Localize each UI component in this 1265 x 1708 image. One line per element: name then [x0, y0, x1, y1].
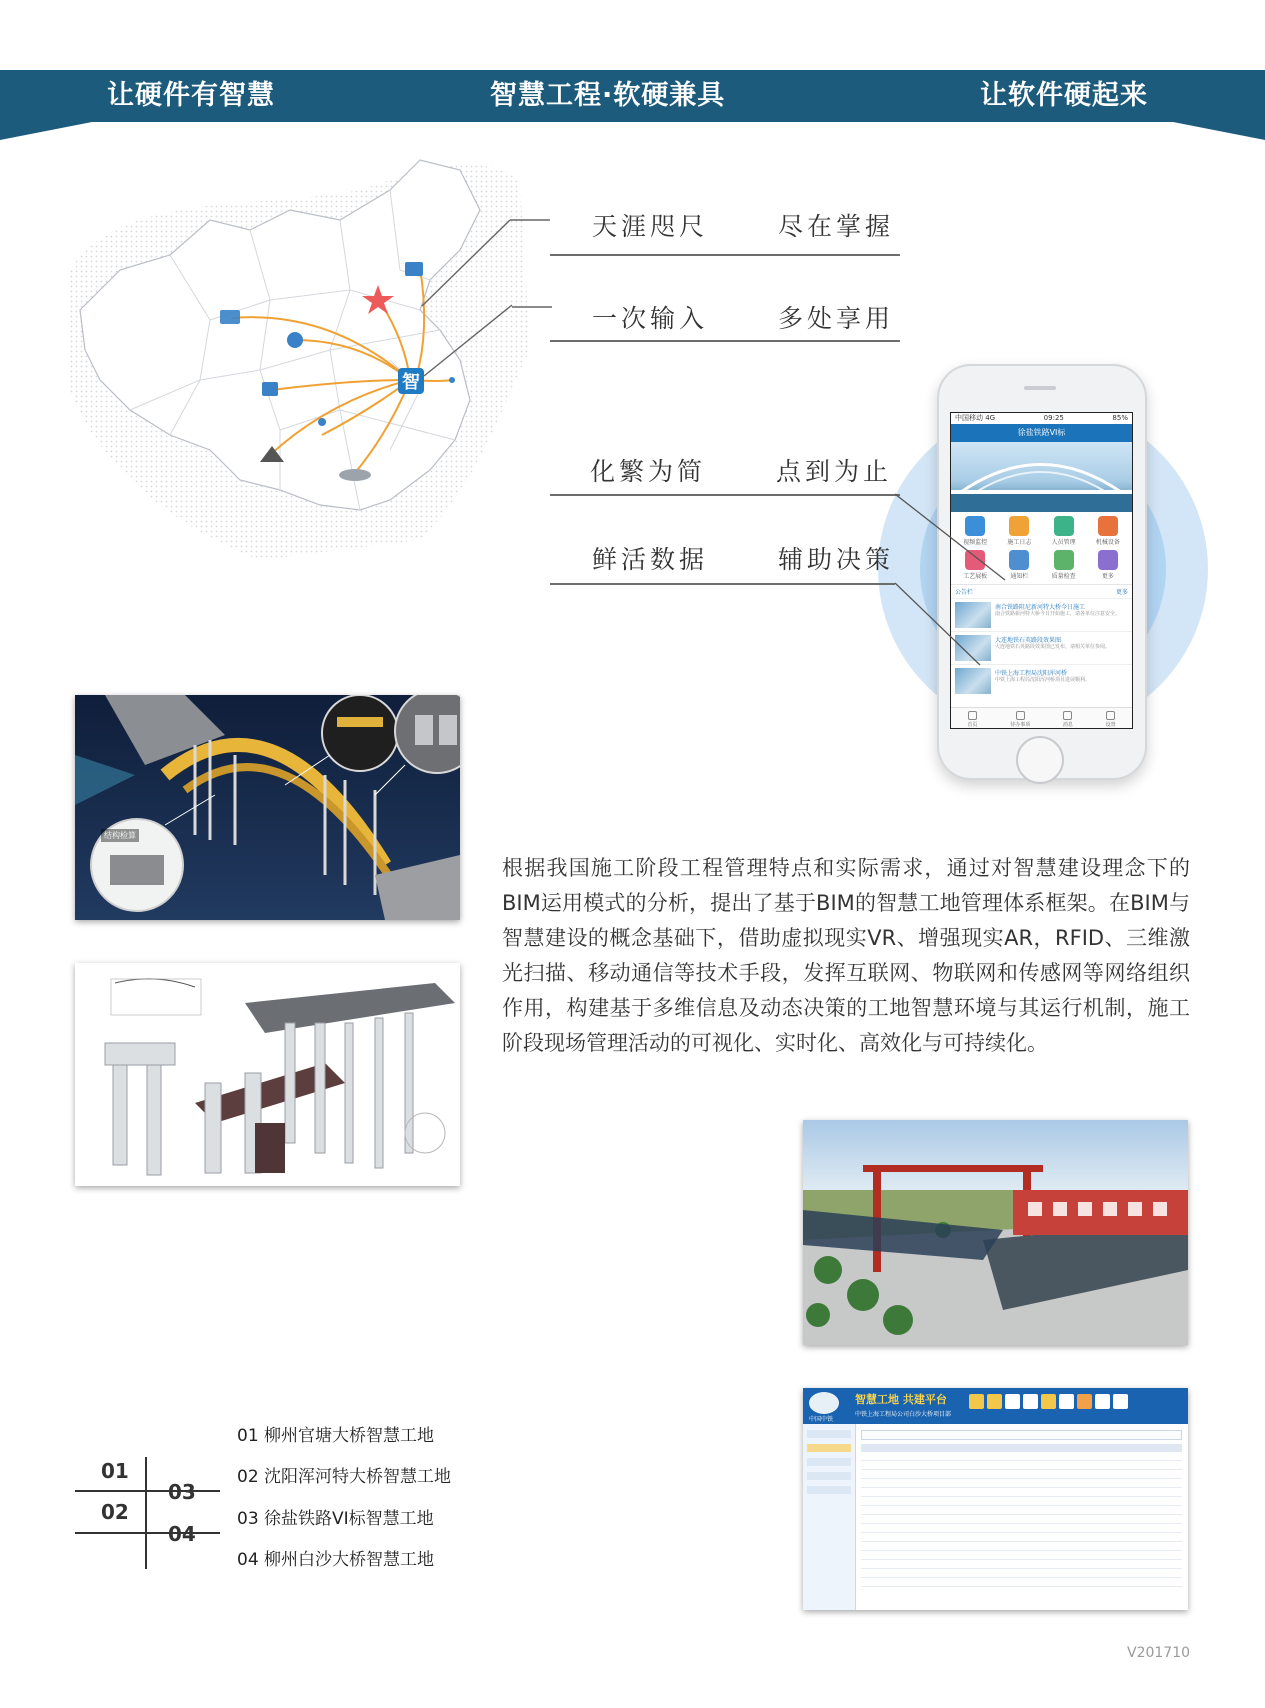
table-row[interactable] [861, 1533, 1182, 1542]
banner-right-fold [1173, 122, 1265, 140]
bim-arch-bridge-image [75, 695, 460, 920]
module-icon[interactable] [1005, 1394, 1020, 1409]
sidebar-item[interactable] [807, 1486, 851, 1494]
phone-battery: 85% [1112, 414, 1128, 422]
phone-home-button [1016, 736, 1064, 784]
app-icon-quality[interactable] [1042, 550, 1086, 580]
table-row[interactable] [861, 1569, 1182, 1578]
tab-settings[interactable] [1106, 708, 1116, 728]
news-header-title: 公告栏 [955, 589, 974, 596]
table-row[interactable] [861, 1524, 1182, 1533]
table-row[interactable] [861, 1488, 1182, 1497]
news-summary: 南合铁路新河特大桥今日开始施工，请各单位注意安全。 [995, 611, 1121, 617]
tab-label: 设置 [1105, 722, 1116, 728]
table-row[interactable] [861, 1551, 1182, 1560]
phone-app-title: 徐盐铁路VI标 [1017, 428, 1066, 437]
app-icon-people[interactable] [1042, 516, 1086, 546]
module-icon[interactable] [1059, 1394, 1074, 1409]
grid-hline-2 [75, 1532, 220, 1534]
bim-pier-model-image [75, 963, 460, 1186]
project-item: 02 沈阳浑河特大桥智慧工地 [237, 1467, 452, 1487]
machine-icon [1098, 516, 1118, 536]
app-icon-more[interactable] [1086, 550, 1130, 580]
table-row[interactable] [861, 1461, 1182, 1470]
phone-speaker [1024, 386, 1056, 390]
grid-hline-1 [75, 1490, 220, 1492]
slogan-1-b: 尽在掌握 [778, 212, 895, 241]
slogan-3-a: 化繁为简 [590, 457, 707, 486]
grid-vline [145, 1457, 147, 1569]
table-header-row [861, 1444, 1182, 1452]
sidebar-item[interactable] [807, 1444, 851, 1452]
grid-number: 04 [168, 1522, 196, 1546]
web-logo-text: 中国中铁 [809, 1416, 834, 1423]
slogan-1-rule [550, 254, 900, 256]
banner-left-text: 让硬件有智慧 [107, 80, 275, 111]
phone-time: 09:25 [1043, 414, 1064, 422]
slogan-4-b: 辅助决策 [778, 545, 895, 574]
version-label: V201710 [1127, 1645, 1191, 1661]
tab-label: 消息 [1062, 722, 1073, 728]
bim-callout-label: 结构检算 [101, 829, 139, 842]
table-row[interactable] [861, 1506, 1182, 1515]
construction-site-render [803, 1120, 1188, 1345]
web-module-icons [969, 1394, 1137, 1416]
sidebar-item[interactable] [807, 1430, 851, 1438]
module-icon[interactable] [1023, 1394, 1038, 1409]
quality-icon [1054, 550, 1074, 570]
tab-label: 首页 [967, 722, 978, 728]
app-icon-label: 机械设备 [1095, 539, 1120, 546]
news-thumbnail [955, 668, 991, 694]
message-icon [1063, 711, 1072, 720]
table-row[interactable] [861, 1542, 1182, 1551]
table-row[interactable] [861, 1560, 1182, 1569]
module-icon[interactable] [969, 1394, 984, 1409]
web-sidebar [803, 1424, 856, 1610]
tab-home[interactable] [967, 708, 977, 728]
module-icon[interactable] [1041, 1394, 1056, 1409]
app-icon-label: 人员管理 [1051, 539, 1076, 546]
project-item: 04 柳州白沙大桥智慧工地 [237, 1550, 435, 1570]
app-icon-label: 质量检查 [1051, 573, 1076, 580]
map-hub-label: 智 [402, 372, 420, 393]
slogan-2-rule [550, 340, 900, 342]
web-search-bar[interactable] [861, 1430, 1182, 1440]
web-platform-screenshot [803, 1388, 1188, 1610]
table-row[interactable] [861, 1452, 1182, 1461]
home-icon [968, 711, 977, 720]
project-item: 03 徐盐铁路VI标智慧工地 [237, 1509, 434, 1529]
slogan-1-a: 天涯咫尺 [592, 212, 709, 241]
table-row[interactable] [861, 1470, 1182, 1479]
banner-left-fold [0, 122, 92, 140]
crcc-logo-icon [809, 1392, 839, 1414]
module-icon[interactable] [1113, 1394, 1128, 1409]
description-paragraph: 根据我国施工阶段工程管理特点和实际需求，通过对智慧建设理念下的BIM运用模式的分析，提出了基于BIM的智慧工地管理体系框架。在BIM与智慧建设的概念基础下，借助虚拟现实VR、增强现实AR，RFID、三维激光扫描、移动通信等技术手段，发挥互联网、物联网和传感网等网络组织作用，构建基于多维信息及动态决策的工地智慧环境与其运行机制，施工阶段现场管理活动的可视化、实时化、高效化与可持续化。 [502, 856, 1190, 1055]
web-subtitle: 中铁上海工程局公司白沙大桥项目部 [855, 1411, 952, 1418]
phone-pointer-lines [895, 490, 1015, 670]
china-map [60, 150, 530, 570]
web-slogan: 智慧工地 共建平台 [855, 1393, 947, 1406]
app-icon-label: 更多 [1101, 573, 1114, 580]
news-title: 南合铁路阻尼新河特大桥今日施工 [995, 604, 1086, 611]
slogan-4-a: 鲜活数据 [592, 545, 709, 574]
table-row[interactable] [861, 1515, 1182, 1524]
news-summary: 大连地铁石英路段效果图已发布，请相关单位参阅。 [995, 644, 1111, 650]
sidebar-item[interactable] [807, 1472, 851, 1480]
module-icon[interactable] [987, 1394, 1002, 1409]
slogan-2-a: 一次输入 [592, 304, 709, 333]
module-icon[interactable] [1095, 1394, 1110, 1409]
slogan-3-rule [550, 494, 900, 496]
app-icon-label: 视频监控 [963, 539, 988, 546]
grid-number: 03 [168, 1480, 196, 1504]
banner-center-text: 智慧工程·软硬兼具 [490, 80, 726, 111]
app-icon-label: 通知栏 [1010, 573, 1029, 580]
tab-message[interactable] [1063, 708, 1073, 728]
web-data-table [861, 1444, 1182, 1594]
sidebar-item[interactable] [807, 1458, 851, 1466]
settings-icon [1106, 711, 1115, 720]
grid-number: 02 [101, 1500, 129, 1524]
news-title: 大连地铁石英路段效果图 [995, 637, 1062, 644]
project-item: 01 柳州官塘大桥智慧工地 [237, 1426, 435, 1446]
table-row[interactable] [861, 1578, 1182, 1587]
grid-number: 01 [101, 1459, 129, 1483]
slogan-connectors [510, 180, 830, 600]
slogan-3-b: 点到为止 [776, 457, 893, 486]
table-row[interactable] [861, 1479, 1182, 1488]
app-icon-label: 施工日志 [1007, 539, 1032, 546]
more-icon [1098, 550, 1118, 570]
module-icon[interactable] [1077, 1394, 1092, 1409]
news-summary: 中铁上海工程局沈阳浑河桥项目进展顺利。 [995, 677, 1091, 683]
banner-right-text: 让软件硬起来 [980, 80, 1148, 111]
news-title: 中铁上海工程局沈阳浑河桥 [995, 670, 1068, 677]
phone-app-header [951, 424, 1132, 442]
web-header [803, 1388, 1188, 1424]
app-icon-label: 工艺展板 [963, 573, 988, 580]
tab-todo[interactable] [1010, 708, 1030, 728]
tab-label: 待办事项 [1010, 722, 1031, 728]
app-icon-machine[interactable] [1086, 516, 1130, 546]
phone-tab-bar [951, 707, 1132, 728]
people-icon [1054, 516, 1074, 536]
phone-carrier: 中国移动 4G [955, 414, 996, 422]
slogan-2-b: 多处享用 [778, 304, 895, 333]
slogan-4-rule [550, 583, 895, 585]
todo-icon [1016, 711, 1025, 720]
phone-status-bar [951, 413, 1132, 424]
table-row[interactable] [861, 1497, 1182, 1506]
news-more-link[interactable]: 更多 [1115, 589, 1128, 596]
